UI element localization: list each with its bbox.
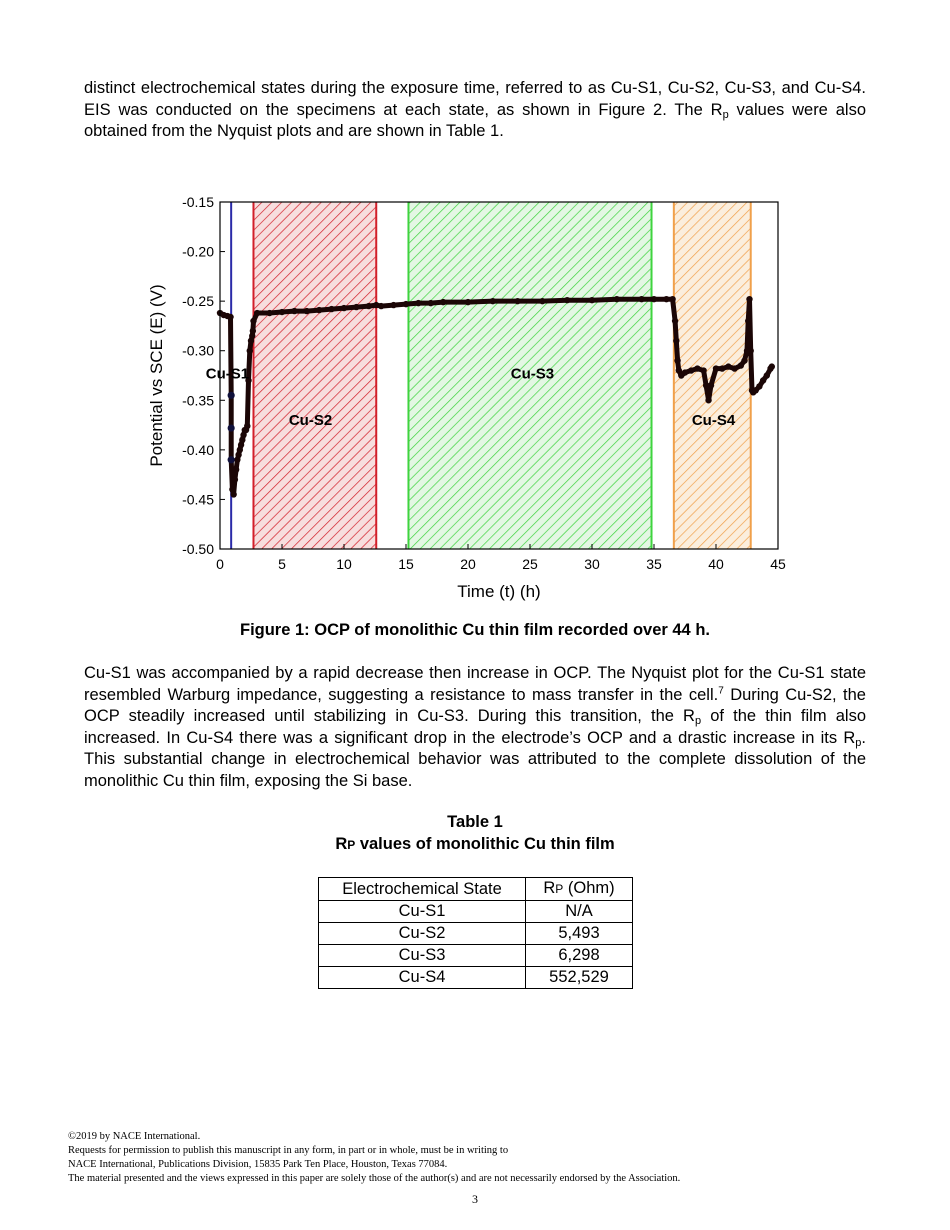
rp-cell: 5,493 <box>526 923 633 945</box>
x-tick-label: 20 <box>460 556 476 572</box>
x-tick-label: 0 <box>216 556 224 572</box>
y-tick-label: -0.15 <box>182 194 214 210</box>
ocp-data-point <box>232 476 238 482</box>
ocp-data-point <box>731 365 737 371</box>
ocp-data-point <box>490 298 496 304</box>
state-cell: Cu-S1 <box>319 901 526 923</box>
ocp-data-point <box>390 302 396 308</box>
ocp-data-point <box>638 296 644 302</box>
rp-cell: N/A <box>526 901 633 923</box>
ocp-data-point <box>769 363 775 369</box>
footer-line-3: NACE International, Publications Division, 15835 Park Ten Place, Houston, Texas 77084. <box>68 1159 448 1170</box>
rp-cell: 552,529 <box>526 967 633 989</box>
ocp-data-point <box>741 357 747 363</box>
para2-text-1: Cu-S1 was accompanied by a rapid decrease then increase in OCP. The Nyquist plot for the Cu-S1 state resembled Warburg impedance, suggesting a resistance to mass transfer in the cell. <box>84 664 866 704</box>
table-subtitle <box>0 835 950 854</box>
table-title: Table 1 <box>447 813 503 831</box>
y-tick-label: -0.20 <box>182 243 214 260</box>
intro-paragraph <box>84 78 866 143</box>
rp-cell: 6,298 <box>526 945 633 967</box>
ocp-data-point <box>694 365 700 371</box>
x-tick-label: 10 <box>336 556 352 572</box>
y-axis-label: Potential vs SCE (E) (V) <box>147 284 166 467</box>
regions-layer <box>231 202 751 549</box>
table-header-row <box>319 878 633 901</box>
ocp-data-point <box>230 491 236 497</box>
ocp-data-point <box>250 318 256 324</box>
header-rp-r: R <box>543 879 556 897</box>
ocp-data-point <box>279 309 285 315</box>
ocp-data-point <box>514 298 520 304</box>
header-rp-p: P <box>555 882 564 896</box>
ocp-data-point <box>614 296 620 302</box>
rp-table <box>318 877 633 989</box>
para2-text-3: of the thin film also increased. In Cu-S4 there was a significant drop in the electrode’s OCP and a drastic increase in its R <box>84 707 866 747</box>
ocp-data-point <box>719 365 725 371</box>
header-rp <box>526 878 633 901</box>
ocp-data-point <box>266 310 272 316</box>
ocp-data-point <box>415 300 421 306</box>
state-cell: Cu-S4 <box>319 967 526 989</box>
ocp-data-point <box>465 299 471 305</box>
discussion-paragraph <box>84 663 866 792</box>
table-subtitle-rest: values of monolithic Cu thin film <box>355 835 615 853</box>
ocp-data-point <box>254 310 260 316</box>
ocp-cu-s1-point <box>228 456 235 463</box>
ocp-data-point <box>233 466 239 472</box>
ocp-data-point <box>705 397 711 403</box>
ocp-data-point <box>674 357 680 363</box>
footer-line-1: ©2019 by NACE International. <box>68 1131 201 1142</box>
table-subtitle-r: R <box>335 835 348 853</box>
y-tick-label: -0.40 <box>182 441 214 458</box>
ocp-data-point <box>227 314 233 320</box>
table-subtitle-p: P <box>347 838 356 852</box>
ocp-data-point <box>564 297 570 303</box>
ocp-data-point <box>673 338 679 344</box>
state-cell: Cu-S3 <box>319 945 526 967</box>
y-tick-label: -0.45 <box>182 491 214 508</box>
page-number: 3 <box>472 1192 478 1206</box>
y-tick-label: -0.50 <box>182 541 214 557</box>
ocp-chart <box>140 185 800 610</box>
ocp-data-point <box>366 303 372 309</box>
x-tick-label: 45 <box>770 556 786 572</box>
para2-text-2: During Cu-S2, the OCP steadily increased until stabilizing in Cu-S3. During this transition, the R <box>84 685 866 725</box>
ocp-data-point <box>713 365 719 371</box>
region-cu-s1-label: Cu-S1 <box>205 365 250 383</box>
region-cu-s3-label: Cu-S3 <box>510 365 555 383</box>
ocp-cu-s1-point <box>228 392 235 399</box>
header-rp-unit: (Ohm) <box>563 879 615 897</box>
ocp-data-point <box>708 382 714 388</box>
ocp-data-point <box>378 303 384 309</box>
ocp-data-point <box>682 369 688 375</box>
table-row <box>319 945 633 967</box>
figure-caption: Figure 1: OCP of monolithic Cu thin film recorded over 44 h. <box>239 621 710 639</box>
x-tick-label: 35 <box>646 556 662 572</box>
ocp-data-point <box>672 318 678 324</box>
para2-subscript-1: p <box>694 715 702 727</box>
ocp-data-point <box>663 296 669 302</box>
ocp-data-point <box>746 296 752 302</box>
y-tick-label: -0.30 <box>182 342 214 359</box>
para1-subscript: p <box>722 108 729 121</box>
x-tick-label: 15 <box>398 556 414 572</box>
ocp-data-point <box>250 328 256 334</box>
ocp-data-point <box>748 348 754 354</box>
x-tick-label: 25 <box>522 556 538 572</box>
ocp-data-point <box>589 297 595 303</box>
para2-text-4: . This substantial change in electrochemical behavior was attributed to the complete dissolution of the monolithic Cu thin film, exposing the Si base. <box>84 728 866 790</box>
ocp-data-point <box>304 308 310 314</box>
footer-line-4: The material presented and the views expressed in this paper are solely those of the author(s) and are not necessarily endorsed by the Association. <box>68 1173 681 1184</box>
para1-text-a: distinct electrochemical states during the exposure time, referred to as Cu-S1, Cu-S2, Cu-S3, and Cu-S4. EIS was conducted on the specimens at each state, as shown in Figure 2. The R <box>84 79 866 119</box>
ocp-data-point <box>651 296 657 302</box>
ocp-data-point <box>328 306 334 312</box>
ocp-data-point <box>316 307 322 313</box>
footer-line-2: Requests for permission to publish this manuscript in any form, in part or in whole, must be in writing to <box>68 1145 509 1156</box>
ocp-data-point <box>440 299 446 305</box>
x-tick-label: 5 <box>278 556 286 572</box>
y-tick-label: -0.25 <box>182 293 214 310</box>
header-electrochemical-state: Electrochemical State <box>319 878 526 901</box>
ocp-data-point <box>669 296 675 302</box>
para2-subscript-2: p <box>855 736 862 749</box>
y-tick-label: -0.35 <box>182 392 214 409</box>
table-row <box>319 967 633 989</box>
ocp-data-point <box>247 348 253 354</box>
region-cu-s4-label: Cu-S4 <box>691 412 736 430</box>
ocp-data-point <box>756 383 762 389</box>
ocp-data-point <box>353 304 359 310</box>
ocp-data-point <box>403 301 409 307</box>
x-axis-label: Time (t) (h) <box>457 582 541 601</box>
ocp-data-point <box>341 305 347 311</box>
ocp-data-point <box>725 363 731 369</box>
para1-text-b: values were also obtained from the Nyquist plots and are shown in Table 1. <box>84 100 866 140</box>
reference-superscript: 7 <box>718 685 724 696</box>
ocp-cu-s1-point <box>228 424 235 431</box>
ocp-data-point <box>244 423 250 429</box>
ocp-data-point <box>764 372 770 378</box>
ocp-data-point <box>428 300 434 306</box>
region-cu-s2-band <box>253 202 376 549</box>
x-tick-label: 40 <box>708 556 724 572</box>
copyright-footer <box>68 1130 680 1186</box>
state-cell: Cu-S2 <box>319 923 526 945</box>
ocp-data-point <box>700 367 706 373</box>
table-row <box>319 923 633 945</box>
ocp-data-point <box>745 318 751 324</box>
table-row <box>319 901 633 923</box>
ocp-data-point <box>291 308 297 314</box>
ocp-data-point <box>688 367 694 373</box>
region-cu-s2-label: Cu-S2 <box>288 412 333 430</box>
x-tick-label: 30 <box>584 556 600 572</box>
ocp-data-point <box>539 298 545 304</box>
